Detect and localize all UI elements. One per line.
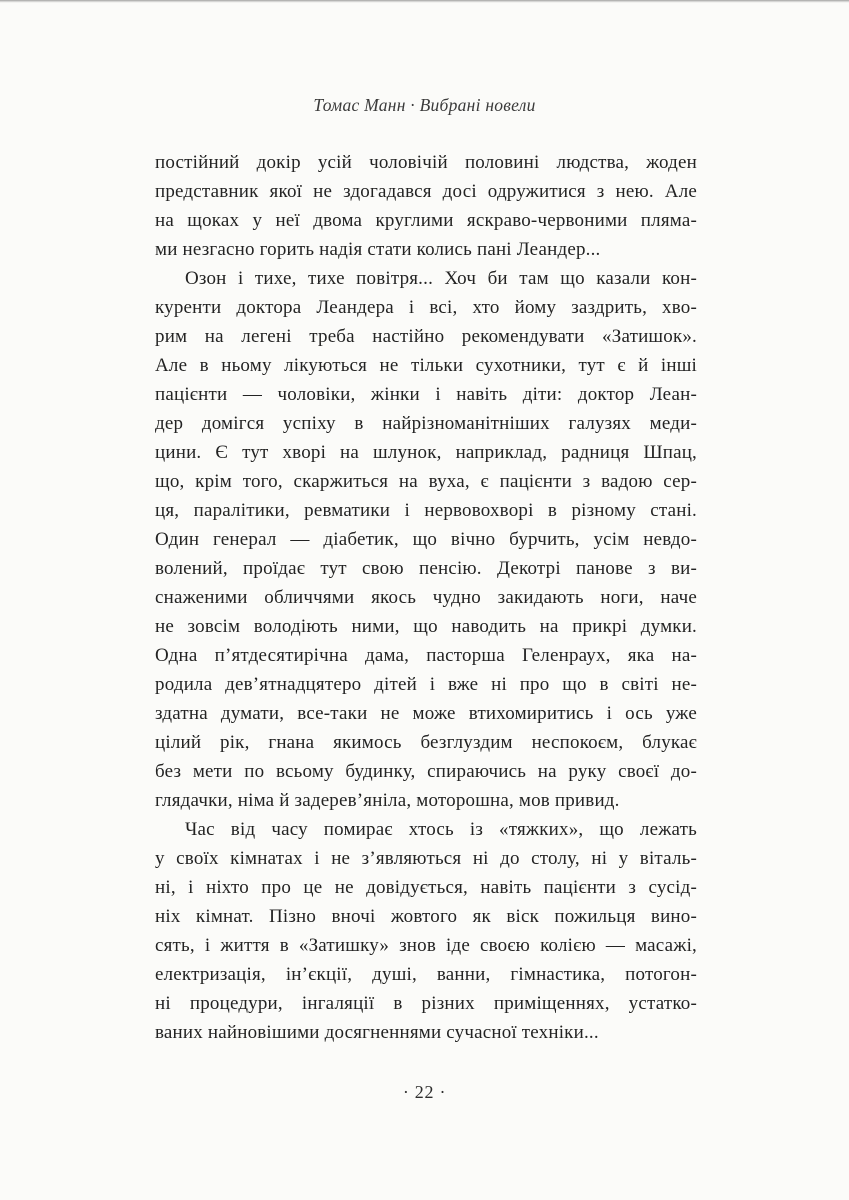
paragraph — [155, 148, 697, 264]
text-line: рим на легені треба настійно рекомендувати «Затишок». — [155, 326, 697, 347]
text-line: сять, і життя в «Затишку» знов іде своєю колією — масажі, — [155, 935, 697, 956]
page-number: · 22 · — [402, 1082, 447, 1102]
text-line: ні процедури, інгаляції в різних приміщеннях, устатко- — [155, 993, 697, 1014]
text-line: ця, паралітики, ревматики і нервовохворі в різному стані. — [155, 500, 697, 521]
body-text — [155, 148, 697, 1047]
text-line: волений, проїдає тут свою пенсію. Декотрі панове з ви- — [155, 558, 697, 579]
text-line: Одна п’ятдесятирічна дама, пасторша Геленраух, яка на- — [155, 645, 697, 666]
text-line: Один генерал — діабетик, що вічно бурчить, усім невдо- — [155, 529, 697, 550]
text-line: представник якої не здогадався досі одружитися з нею. Але — [155, 181, 697, 202]
text-line: пацієнти — чоловіки, жінки і навіть діти: доктор Леан- — [155, 384, 697, 405]
text-line: на щоках у неї двома круглими яскраво-червоними пляма- — [155, 210, 697, 231]
paragraph — [155, 815, 697, 1047]
text-line: ні, і ніхто про це не довідується, навіть пацієнти з сусід- — [155, 877, 697, 898]
running-header: Томас Манн · Вибрані новели — [313, 95, 536, 115]
text-line: дер домігся успіху в найрізноманітніших галузях меди- — [155, 413, 697, 434]
text-line: що, крім того, скаржиться на вуха, є пацієнти з вадою сер- — [155, 471, 697, 492]
scan-edge-shadow — [0, 0, 849, 3]
text-line: електризація, ін’єкції, душі, ванни, гімнастика, потогон- — [155, 964, 697, 985]
text-line: ніх кімнат. Пізно вночі жовтого як віск пожильця вино- — [155, 906, 697, 927]
text-line: куренти доктора Леандера і всі, хто йому заздрить, хво- — [155, 297, 697, 318]
text-line: цини. Є тут хворі на шлунок, наприклад, радниця Шпац, — [155, 442, 697, 463]
text-line: у своїх кімнатах і не з’являються ні до столу, ні у віталь- — [155, 848, 697, 869]
text-line: ми незгасно горить надія стати колись пані Леандер... — [155, 239, 601, 260]
paragraph — [155, 264, 697, 815]
text-line: снаженими обличчями якось чудно закидають ноги, наче — [155, 587, 697, 608]
text-line: здатна думати, все-таки не може втихомиритись і ось уже — [155, 703, 697, 724]
text-line: глядачки, німа й задерев’яніла, моторошна, мов привид. — [155, 790, 620, 811]
text-line: Але в ньому лікуються не тільки сухотники, тут є й інші — [155, 355, 697, 376]
text-line: Час від часу помирає хтось із «тяжких», що лежать — [185, 819, 697, 840]
text-line: не зовсім володіють ними, що наводить на прикрі думки. — [155, 616, 697, 637]
text-line: постійний докір усій чоловічій половині людства, жоден — [155, 152, 697, 173]
text-line: ваних найновішими досягненнями сучасної техніки... — [155, 1022, 599, 1043]
text-line: цілий рік, гнана якимось безглуздим неспокоєм, блукає — [155, 732, 697, 753]
text-line: без мети по всьому будинку, спираючись на руку своєї до- — [155, 761, 697, 782]
text-line: Озон і тихе, тихе повітря... Хоч би там що казали кон- — [185, 268, 697, 289]
text-line: родила дев’ятнадцятеро дітей і вже ні про що в світі не- — [155, 674, 697, 695]
